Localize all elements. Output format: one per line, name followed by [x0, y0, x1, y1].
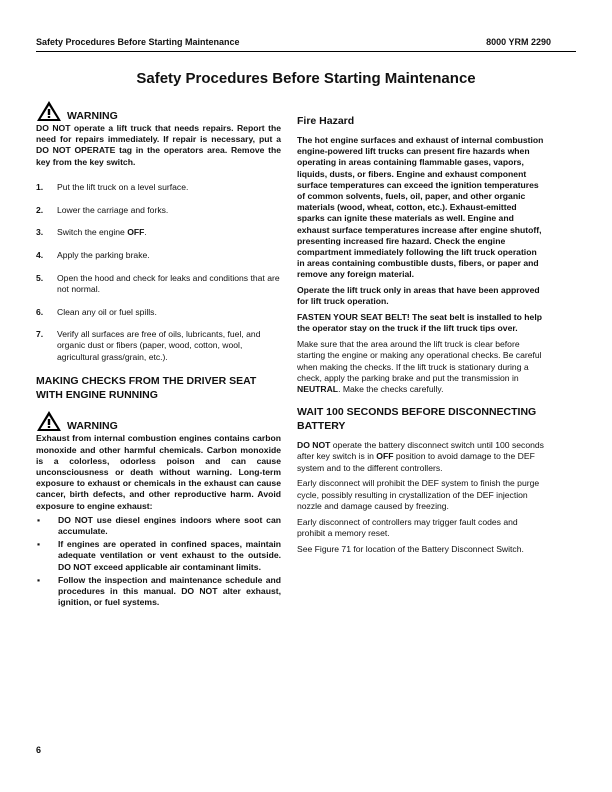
step-number: 6.: [36, 306, 44, 317]
left-column: [36, 100, 281, 610]
step-text: Clean any oil or fuel spills.: [57, 306, 157, 317]
wait-battery-heading: WAIT 100 SECONDS BEFORE DISCONNECTING BATTERY: [297, 406, 537, 433]
step-text: Apply the parking brake.: [57, 249, 150, 260]
bullet-item: [36, 575, 281, 609]
procedure-steps: [36, 182, 281, 363]
warning-text: DO NOT operate a lift truck that needs repairs. Report the need for repairs immediately. If repair is necessary, put a DO NOT OPERATE tag in the operators area. Remove the key from the key switch.: [36, 123, 281, 167]
step-number: 3.: [36, 227, 44, 238]
step-text: Switch the engine OFF.: [57, 227, 147, 238]
bullet-text: DO NOT use diesel engines indoors where soot can accumulate.: [58, 514, 281, 536]
bullet-icon: ▪: [37, 514, 41, 525]
bullet-item: [36, 539, 281, 573]
warning-triangle-icon: [36, 100, 62, 122]
warning-title: WARNING: [67, 110, 118, 122]
step-number: 1.: [36, 181, 44, 192]
figure-reference-paragraph: See Figure 71 for location of the Battery Disconnect Switch.: [297, 543, 524, 554]
battery-disconnect-paragraph: DO NOT operate the battery disconnect switch until 100 seconds after key switch is in OFF position to avoid damage to the DEF system and to the different controllers.: [297, 440, 544, 473]
step-item: [36, 273, 281, 295]
header-document-number: 8000 YRM 2290: [486, 37, 551, 47]
bullet-icon: ▪: [37, 539, 41, 550]
exhaust-warning-text: Exhaust from internal combustion engines contains carbon monoxide and other harmful chemicals. Carbon monoxide is a colorless, odorless poison and can cause unconsciousness or death without warning. Long-term exposure to exhaust or chemicals in the exhaust can cause cancer, birth defects, and other reproductive harm. Avoid exposure to engine exhaust:: [36, 433, 281, 511]
fire-hazard-paragraph: The hot engine surfaces and exhaust of internal combustion engine-powered lift trucks can present fire hazards when operating in areas containing flammable gases, vapors, liquids, dusts, or fibers. Engine and exhaust component surface temperatures can exceed the ignition temperatures of common solvents, fuels, oil, paper, and other organic materials (wood, wheat, cotton, etc.). Exhaust-emitted sparks can ignite these materials as well. Engine and exhaust surface temperatures increase after engine shutoff, presenting increased fire hazard. Check the engine compartment immediately following the lift truck operation in areas containing combustible dusts, fibers, or paper and remove any foreign material.: [297, 135, 544, 280]
step-item: [36, 182, 281, 193]
step-text: Open the hood and check for leaks and conditions that are not normal.: [57, 272, 280, 294]
def-purge-paragraph: Early disconnect will prohibit the DEF system to finish the purge cycle, possibly resulting in crystallization of the DEF injection nozzle and damage caused by freezing.: [297, 478, 540, 511]
header-rule: [36, 51, 576, 52]
step-item: [36, 205, 281, 216]
step-item: [36, 227, 281, 238]
bullet-item: [36, 515, 281, 537]
fire-hazard-heading: Fire Hazard: [297, 115, 355, 127]
step-number: 5.: [36, 272, 44, 283]
approved-areas-paragraph: Operate the lift truck only in areas that have been approved for lift truck operation.: [297, 285, 540, 307]
step-text: Verify all surfaces are free of oils, lubricants, fuel, and organic dust or fibers (paper, wood, cotton, wool, agricultural grass/grain, etc.).: [57, 329, 261, 362]
right-column: [297, 100, 545, 559]
page-title: Safety Procedures Before Starting Maintenance: [136, 70, 476, 87]
step-text: Put the lift truck on a level surface.: [57, 181, 189, 192]
bullet-icon: ▪: [37, 574, 41, 585]
bullet-text: If engines are operated in confined spaces, maintain adequate ventilation or vent exhaust to the outside. DO NOT exceed applicable air contaminant limits.: [58, 539, 281, 572]
seat-belt-paragraph: FASTEN YOUR SEAT BELT! The seat belt is installed to help the operator stay on the truck if the lift truck tips over.: [297, 312, 542, 334]
step-number: 4.: [36, 249, 44, 260]
step-item: [36, 307, 281, 318]
section-heading-driver-seat-checks: MAKING CHECKS FROM THE DRIVER SEAT WITH ENGINE RUNNING: [36, 375, 257, 402]
warning-triangle-icon: [36, 410, 62, 432]
header-section-title: Safety Procedures Before Starting Maintenance: [36, 37, 240, 47]
step-item: [36, 250, 281, 261]
step-number: 2.: [36, 204, 44, 215]
warning-header: [36, 410, 281, 432]
warning-header: [36, 100, 281, 122]
step-item: [36, 329, 281, 363]
controller-fault-paragraph: Early disconnect of controllers may trigger fault codes and prohibit a memory reset.: [297, 516, 518, 538]
bullet-text: Follow the inspection and maintenance schedule and procedures in this manual. DO NOT alter exhaust, ignition, or fuel systems.: [58, 574, 281, 608]
step-number: 7.: [36, 329, 44, 340]
page-number: 6: [36, 745, 42, 755]
exhaust-warning-bullets: [36, 515, 281, 609]
step-text: Lower the carriage and forks.: [57, 204, 169, 215]
clear-area-paragraph: Make sure that the area around the lift truck is clear before starting the engine or making any operational checks. Be careful when making the checks. If the lift truck is stationary during a check, apply the parking brake and put the transmission in NEUTRAL. Make the checks carefully.: [297, 339, 542, 395]
warning-title: WARNING: [67, 420, 118, 433]
